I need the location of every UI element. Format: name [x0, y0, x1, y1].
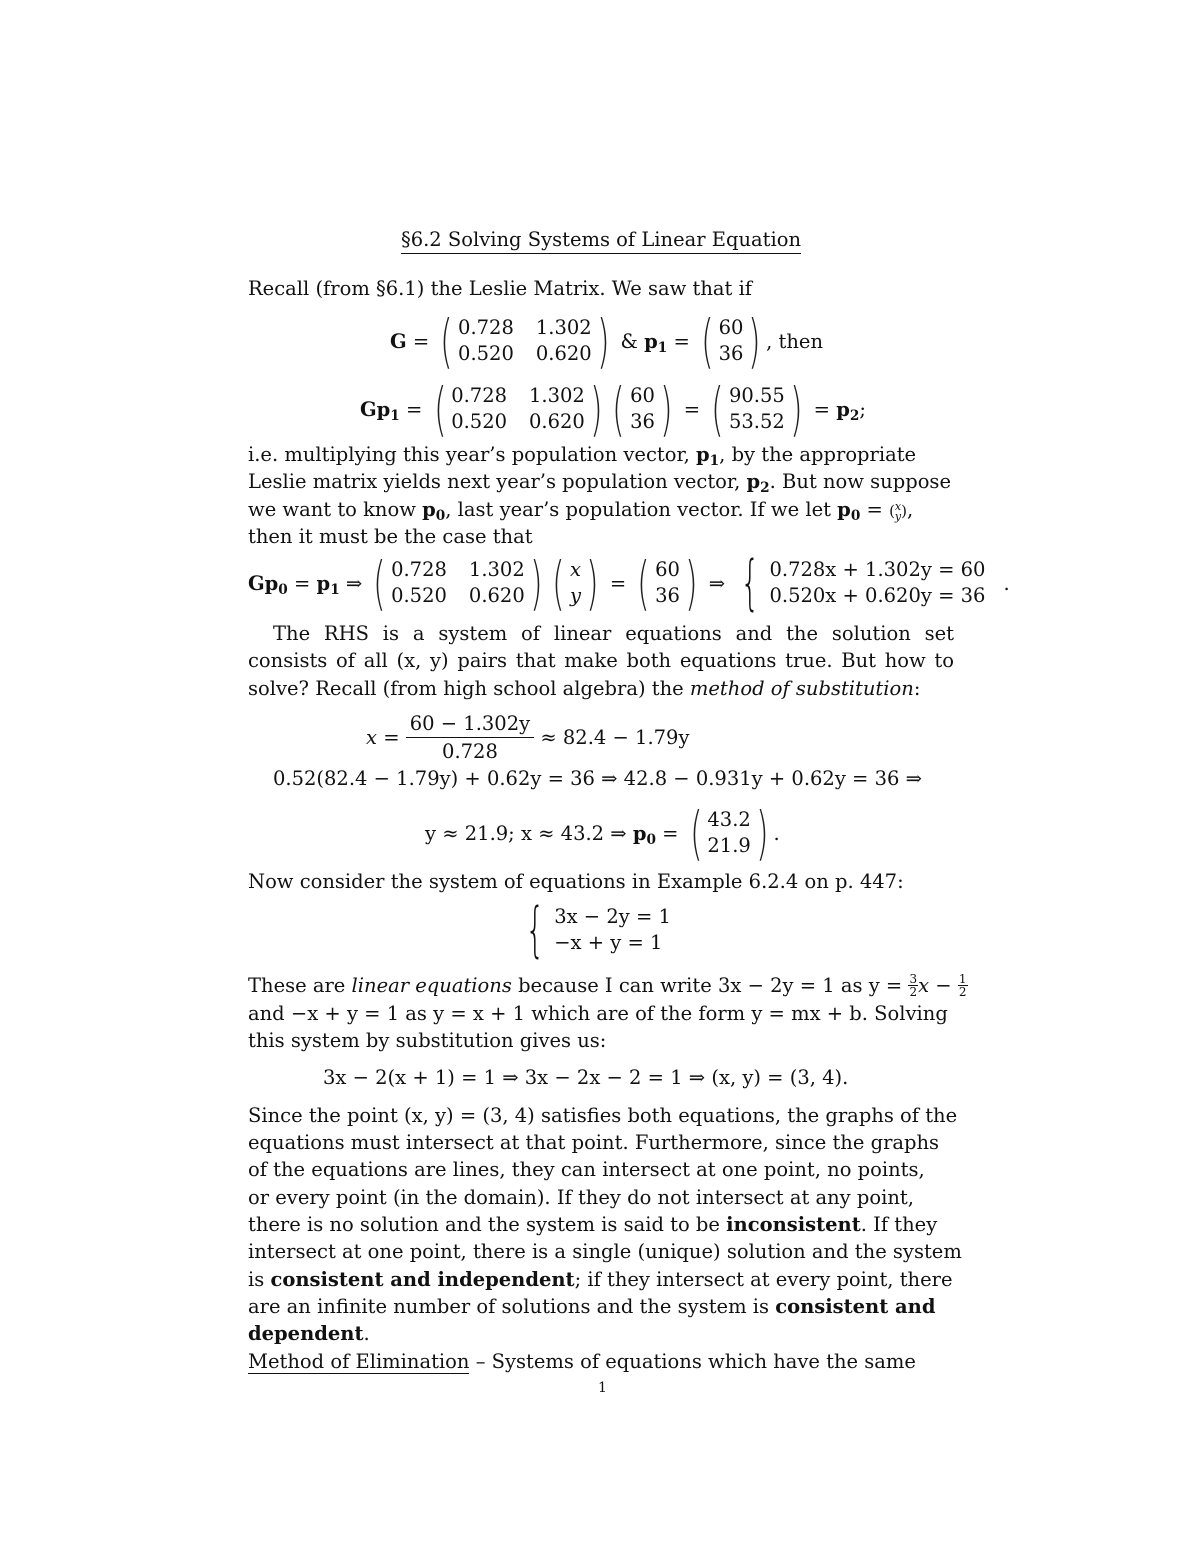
intro-line: Recall (from §6.1) the Leslie Matrix. We saw that if — [248, 277, 753, 300]
para3-line3: this system by substitution gives us: — [248, 1029, 607, 1052]
para4-line8: are an infinite number of solutions and the system is consistent and — [248, 1295, 936, 1318]
para1-line4: then it must be the case that — [248, 525, 533, 548]
example-system: { 3x − 2y = 1 −x + y = 1 — [525, 895, 671, 965]
substitution-eq3: y ≈ 21.9; x ≈ 43.2 ⇒ $p_0$ = ( 43.2 21.9 ) . — [425, 799, 780, 867]
vector-p1: ( 60 36 ) — [701, 307, 762, 375]
substitution-eq1: x = $\frac{60 - 1.302y}{0.728}$ ≈ 82.4 − 1.79y — [366, 712, 690, 763]
example-intro: Now consider the system of equations in Example 6.2.4 on p. 447: — [248, 870, 904, 893]
equation-g-p1: G = ( 0.728 1.302 0.520 0.620 ) & $p_1$ = ( 60 36 ) , then — [390, 307, 824, 375]
para1-line3: we want to know $p_0$, last year’s population vector. If we let $p_0$ = ( x y ), — [248, 498, 914, 525]
elimination-heading-line: Method of Elimination – Systems of equations which have the same — [248, 1350, 916, 1373]
vector-p0: ( 43.2 21.9 ) — [689, 799, 769, 867]
matrix-g: ( 0.728 1.302 0.520 0.620 ) — [440, 307, 610, 375]
para4-line1: Since the point (x, y) = (3, 4) satisfies both equations, the graphs of the — [248, 1104, 958, 1127]
para4-line2: equations must intersect at that point. Furthermore, since the graphs — [248, 1131, 940, 1154]
equation-gp0: $Gp_0$ = $p_1$ ⇒ ( 0.728 1.302 0.520 0.620 ) ( x y ) = ( 60 36 ) ⇒ { 0.728x + 1.302y = 60 0.520x + 0.620y = 36 . — [248, 548, 1010, 618]
para1-line1: i.e. multiplying this year’s population vector, $p_1$, by the appropriate — [248, 443, 917, 470]
section-title: §6.2 Solving Systems of Linear Equation — [248, 228, 954, 251]
para1-line2: Leslie matrix yields next year’s population vector, $p_2$. But now suppose — [248, 470, 951, 497]
para4-line7: is consistent and independent; if they intersect at every point, there — [248, 1268, 953, 1291]
para4-line6: intersect at one point, there is a single (unique) solution and the system — [248, 1240, 962, 1263]
elimination-heading: Method of Elimination — [248, 1350, 470, 1373]
equation-gp1: $Gp_1$ = ( 0.728 1.302 0.520 0.620 ) ( 60 36 ) = ( 90.55 53.52 ) = $p_2$ ; — [360, 375, 866, 443]
para4-line5: there is no solution and the system is said to be inconsistent. If they — [248, 1213, 938, 1236]
para2: The RHS is a system of linear equations and the solution set consists of all (x, y) pairs that make both equations true. But how to solve? Recall (from high school algebra) the method of substitution: — [248, 622, 954, 700]
page-number: 1 — [598, 1380, 607, 1396]
leslie-system: 0.728x + 1.302y = 60 0.520x + 0.620y = 36 — [769, 558, 986, 607]
para3-line2: and −x + y = 1 as y = x + 1 which are of the form y = mx + b. Solving — [248, 1002, 948, 1025]
substitution-eq2: 0.52(82.4 − 1.79y) + 0.62y = 36 ⇒ 42.8 − 0.931y + 0.62y = 36 ⇒ — [273, 767, 922, 790]
solve-line: 3x − 2(x + 1) = 1 ⇒ 3x − 2x − 2 = 1 ⇒ (x, y) = (3, 4). — [323, 1066, 849, 1089]
vector-p2: ( 90.55 53.52 ) — [711, 375, 803, 443]
para4-line9: dependent. — [248, 1322, 370, 1345]
para4-line4: or every point (in the domain). If they do not intersect at any point, — [248, 1186, 914, 1209]
para4-line3: of the equations are lines, they can intersect at one point, no points, — [248, 1158, 925, 1181]
para3-line1: These are linear equations because I can write 3x − 2y = 1 as y = $\frac{3}{2}$ x − 1 2 — [248, 972, 967, 999]
